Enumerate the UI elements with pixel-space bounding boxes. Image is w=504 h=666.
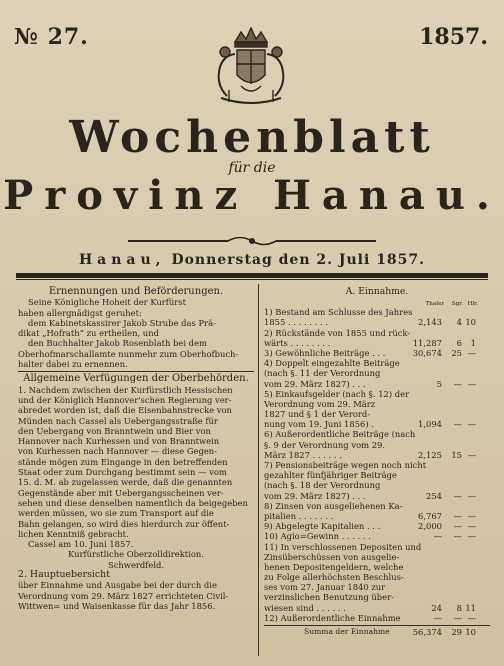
income-row — [264, 307, 490, 317]
ornament-divider-icon — [128, 234, 376, 248]
income-row — [264, 429, 490, 439]
dateline-place: Hanau, — [78, 252, 166, 268]
row-thaler: 11,287 — [412, 337, 442, 348]
decree-line: 1. Nachdem zwischen der Kurfürstlich Hessischen — [18, 384, 233, 395]
income-heading: A. Einnahme. — [345, 286, 409, 297]
row-text: nung vom 19. Juni 1856) . — [264, 419, 374, 430]
row-sgr: — — [453, 612, 462, 623]
row-sgr: 4 — [456, 317, 462, 328]
income-row — [264, 562, 490, 572]
sum-thaler: 56,374 — [412, 627, 442, 638]
appointments-line: Seine Königliche Hoheit der Kurfürst — [28, 297, 186, 308]
row-thaler: 1,094 — [418, 419, 442, 430]
overview-line: Verordnung vom 29. März 1827 errichteten Civil- — [18, 590, 229, 601]
row-hlr: 1 — [470, 337, 476, 348]
sum-hlr: 10 — [465, 627, 476, 638]
income-row — [264, 613, 490, 623]
dateline — [0, 252, 504, 268]
row-text: März 1827 . . . . . . — [264, 449, 342, 460]
row-text: vom 29. März 1827) . . . — [264, 378, 366, 389]
row-sgr: — — [453, 419, 462, 430]
appointments-line: dem Kabinetskassirer Jakob Strube das Prä- — [28, 317, 216, 328]
income-row — [264, 470, 490, 480]
row-text: 10) Agio=Gewinn . . . . . . — [264, 531, 371, 542]
row-text: 8) Zinsen von ausgeliehenen Ka- — [264, 500, 403, 511]
row-text: pitalien . . . . . . . — [264, 510, 334, 521]
sum-label: Summa der Einnahme — [304, 627, 390, 637]
row-thaler: 2,125 — [418, 449, 442, 460]
decree-line: und der Königlich Hannover'schen Regierung ver- — [18, 394, 232, 405]
masthead-connector: für die — [228, 160, 276, 176]
issue-number: № 27. — [14, 24, 89, 50]
row-hlr: — — [467, 490, 476, 501]
income-row — [264, 358, 490, 368]
row-thaler: — — [433, 531, 442, 542]
income-row — [264, 317, 490, 327]
decree-line: Münden nach Cassel als Uebergangsstraße für — [18, 415, 218, 426]
decree-line: lichen Kenntniß gebracht. — [18, 528, 129, 539]
decree-line: 15. d. M. ab zugelassen werde, daß die genannten — [18, 477, 233, 488]
row-sgr: — — [453, 378, 462, 389]
row-text: 4) Doppelt eingezahlte Beiträge — [264, 358, 400, 369]
row-text: 1827 und § 1 der Verord- — [264, 409, 371, 420]
decree-line: stände mögen zum Eingange in den betreffenden — [18, 456, 228, 467]
row-sgr: — — [453, 510, 462, 521]
income-rows — [264, 307, 490, 623]
income-sum-row — [264, 625, 490, 637]
section-rule — [18, 371, 254, 372]
column-divider — [258, 284, 259, 656]
unit-labels — [264, 297, 490, 307]
row-text: (nach §. 11 der Verordnung — [264, 368, 381, 379]
row-hlr: — — [467, 378, 476, 389]
sum-sgr: 29 — [451, 627, 462, 638]
header-rule-thin — [16, 279, 488, 280]
row-text: 1) Bestand am Schlusse des Jahres — [264, 307, 413, 318]
decree-line: Hannover nach Kurhessen und von Branntwein — [18, 436, 220, 447]
row-text: wärts . . . . . . . . — [264, 337, 331, 348]
row-hlr: — — [467, 347, 476, 358]
income-row — [264, 389, 490, 399]
row-thaler: 2,000 — [418, 521, 442, 532]
masthead-title: Wochenblatt — [69, 112, 435, 163]
appointments-line: Oberhofmarschallamte nunmehr zum Oberhofbuch- — [18, 348, 239, 359]
row-text: 3) Gewöhnliche Beiträge . . . — [264, 347, 386, 358]
decree-line: Gegenstände aber mit Uebergangsscheinen ver- — [18, 487, 224, 498]
row-sgr: 25 — [451, 347, 462, 358]
income-row — [264, 552, 490, 562]
row-thaler: — — [433, 612, 442, 623]
decree-line: Staat oder zum Durchgang bestimmt sein — vom — [18, 467, 227, 478]
decree-place-date: Cassel am 10. Juni 1857. — [28, 539, 134, 550]
issue-year: 1857. — [419, 24, 488, 50]
unit-hlr: Hlr. — [467, 301, 478, 308]
row-text: Zinsüberschüssen von ausgelie- — [264, 551, 400, 562]
income-row — [264, 603, 490, 613]
row-text: Verordnung vom 29. März — [264, 398, 376, 409]
overview-line: Wittwen= und Waisenkasse für das Jahr 1856. — [18, 600, 216, 611]
row-text: 1855 . . . . . . . . — [264, 317, 328, 328]
unit-thaler: Thaler — [425, 301, 444, 308]
income-row — [264, 348, 490, 358]
income-row — [264, 511, 490, 521]
row-thaler: 254 — [426, 490, 442, 501]
row-sgr: — — [453, 490, 462, 501]
decree-line: den Uebergang von Branntwein und Bier von — [18, 425, 211, 436]
income-row — [264, 338, 490, 348]
income-row — [264, 501, 490, 511]
row-text: §. 9 der Verordnung vom 29. — [264, 439, 386, 450]
row-text: 11) In verschlossenen Depositen und — [264, 541, 422, 552]
row-hlr: — — [467, 521, 476, 532]
income-row — [264, 328, 490, 338]
row-sgr: 15 — [451, 449, 462, 460]
decree-line: werden müssen, wo sie zum Transport auf die — [18, 508, 214, 519]
income-row — [264, 450, 490, 460]
row-hlr: 10 — [465, 317, 476, 328]
row-text: 9) Abgelegte Kapitalien . . . — [264, 521, 381, 532]
appointments-line: dikat „Hofrath“ zu ertheilen, und — [18, 328, 159, 339]
decree-line: sehen und diese denselben namentlich da beigegeben — [18, 497, 248, 508]
income-row — [264, 521, 490, 531]
row-sgr: — — [453, 531, 462, 542]
row-hlr: — — [467, 419, 476, 430]
coat-of-arms-icon — [205, 20, 297, 112]
section-overview-heading: 2. Hauptuebersicht — [18, 570, 110, 581]
masthead-subtitle: Provinz Hanau. — [3, 172, 501, 219]
row-text: 2) Rückstände von 1855 und rück- — [264, 327, 411, 338]
section-decrees-heading: Allgemeine Verfügungen der Oberbehörden. — [23, 373, 249, 385]
dateline-date: Donnerstag den 2. Juli 1857. — [171, 252, 426, 268]
row-hlr: — — [467, 449, 476, 460]
row-hlr: 11 — [465, 602, 476, 613]
left-column — [18, 287, 254, 611]
row-thaler: 5 — [436, 378, 442, 389]
appointments-line: den Buchhalter Jakob Rosenblath bei dem — [28, 338, 207, 349]
row-thaler: 30,674 — [412, 347, 442, 358]
income-row — [264, 440, 490, 450]
appointments-line: haben allergnädigst geruhet: — [18, 307, 142, 318]
income-row — [264, 399, 490, 409]
row-text: 5) Einkaufsgelder (nach §. 12) der — [264, 388, 410, 399]
row-sgr: 8 — [456, 602, 462, 613]
row-text: henen Depositengeldern, welche — [264, 561, 404, 572]
row-hlr: — — [467, 531, 476, 542]
row-sgr: 6 — [456, 337, 462, 348]
row-text: gezahlter fünfjähriger Beiträge — [264, 470, 397, 481]
income-row — [264, 531, 490, 541]
decree-line: abredet worden ist, daß die Eisenbahnstrecke von — [18, 405, 232, 416]
row-text: 6) Außerordentliche Beiträge (nach — [264, 429, 416, 440]
row-thaler: 24 — [431, 602, 442, 613]
overview-line: über Einnahme und Ausgabe bei der durch die — [18, 580, 217, 591]
unit-sgr: Sgr. — [451, 301, 463, 308]
row-text: vom 29. März 1827) . . . — [264, 490, 366, 501]
income-row — [264, 409, 490, 419]
row-text: (nach §. 18 der Verordnung — [264, 480, 381, 491]
appointments-line: halter dabei zu ernennen. — [18, 359, 128, 370]
row-text: ses vom 27. Januar 1840 zur — [264, 582, 386, 593]
row-hlr: — — [467, 612, 476, 623]
decree-line: von Kurhessen nach Hannover — diese Gegen- — [18, 446, 218, 457]
row-text: zu Folge allerhöchsten Beschlus- — [264, 572, 404, 583]
income-row — [264, 419, 490, 429]
row-thaler: 2,143 — [418, 317, 442, 328]
row-thaler: 6,767 — [418, 510, 442, 521]
header-rule-thick — [16, 273, 488, 278]
income-row — [264, 582, 490, 592]
income-table — [264, 287, 490, 637]
section-appointments-heading: Ernennungen und Beförderungen. — [48, 286, 224, 297]
row-text: 12) Außerordentliche Einnahme — [264, 612, 401, 623]
decree-signature: Schwerdfeld. — [107, 559, 165, 570]
income-row — [264, 368, 490, 378]
income-row — [264, 480, 490, 490]
income-row — [264, 572, 490, 582]
income-row — [264, 542, 490, 552]
income-row — [264, 379, 490, 389]
row-hlr: — — [467, 510, 476, 521]
decree-line: Bahn gelangen, so wird dies hierdurch zur öffent- — [18, 518, 230, 529]
income-row — [264, 491, 490, 501]
row-text: wiesen sind . . . . . . — [264, 602, 346, 613]
income-row — [264, 592, 490, 602]
row-sgr: — — [453, 521, 462, 532]
row-text: verzinslichen Benutzung über- — [264, 592, 394, 603]
row-text: 7) Pensionsbeiträge wegen noch nicht — [264, 460, 427, 471]
decree-authority: Kurfürstliche Oberzolldirektion. — [68, 549, 204, 560]
income-row — [264, 460, 490, 470]
